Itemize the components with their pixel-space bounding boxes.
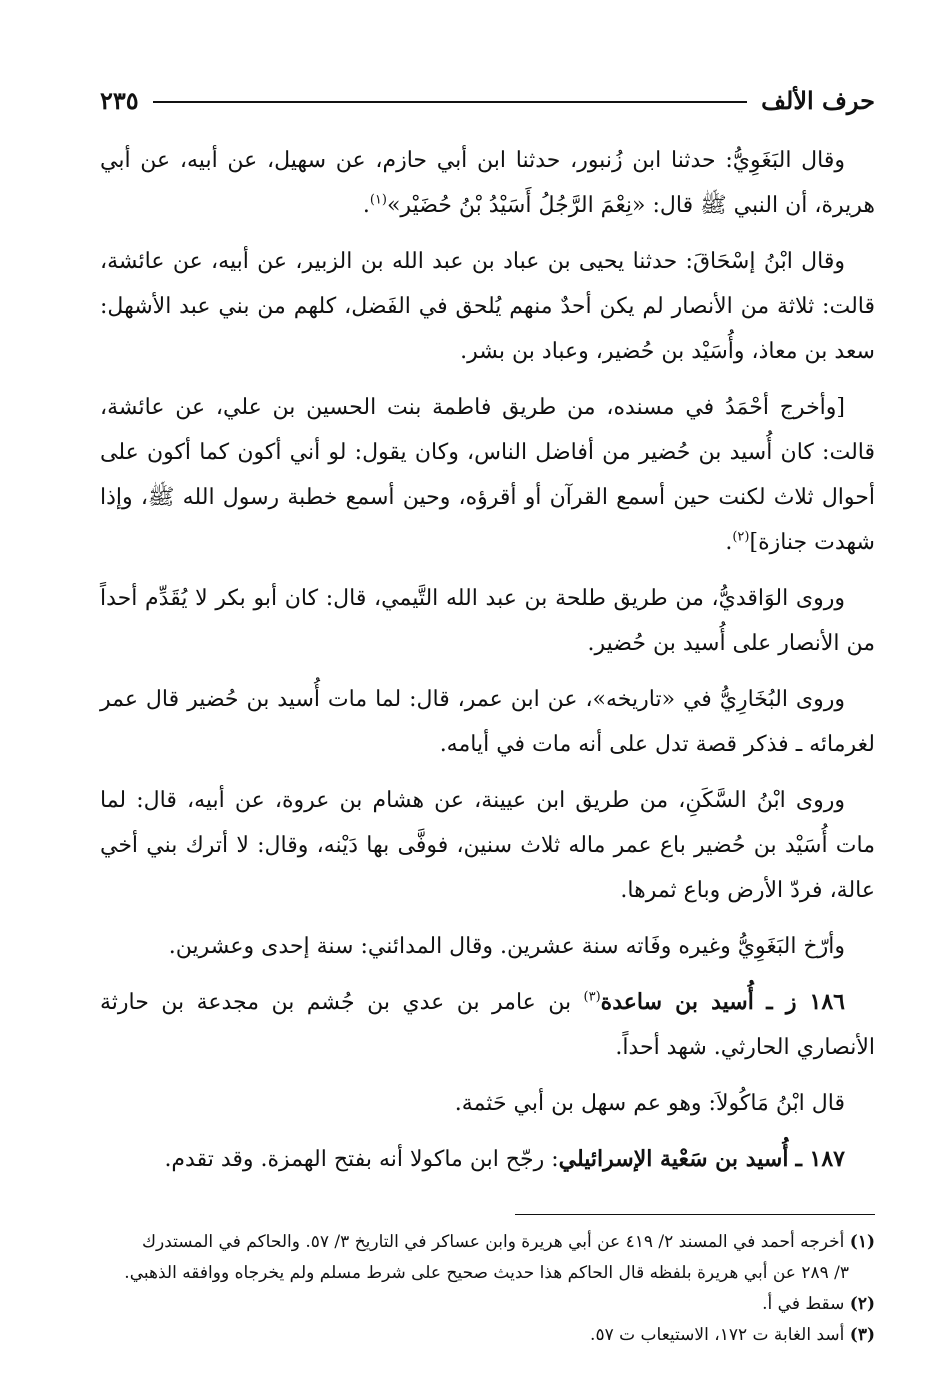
paragraph (100, 385, 875, 565)
footnote-1 (100, 1227, 875, 1258)
main-text (100, 138, 875, 1182)
footnote-ref: (١) (369, 192, 387, 208)
paragraph-end: . (362, 193, 370, 218)
paragraph-end: . (725, 530, 733, 555)
paragraph-text: [وأخرج أحْمَدُ في مسنده، من طريق فاطمة بنت الحسين بن علي، عن عائشة، قالت: كان أُسيد بن حُضير من أفاضل الناس، وكان يقول: لو أني أكون كما أكون على أحوال ثلاث لكنت حين أسمع القرآن أو أقرؤه، وحين أسمع خطبة رسول الله ﷺ، وإذا شهدت جنازة] (100, 395, 875, 555)
running-title: حرف الألف (761, 85, 875, 115)
entry-name: أُسيد بن ساعدة (600, 989, 754, 1015)
paragraph-text: وروى الوَاقديُّ، من طريق طلحة بن عبد الله التَّيمي، قال: كان أبو بكر لا يُقَدِّم أحداً من الأنصار على أُسيد بن حُضير. (100, 586, 875, 656)
footnote-text: أخرجه أحمد في المسند ٢/ ٤١٩ عن أبي هريرة وابن عساكر في التاريخ ٣/ ٥٧. والحاكم في المستدرك (141, 1232, 850, 1252)
footnote-label: (١) (849, 1232, 875, 1252)
note-line: قال ابْنُ مَاكُولاَ: وهو عم سهل بن أبي حَثمة. (454, 1091, 845, 1116)
header-rule (153, 101, 748, 103)
paragraph (100, 239, 875, 374)
page-header (100, 78, 875, 122)
footnote-2 (100, 1289, 875, 1320)
paragraph-text: وقال ابْنُ إسْحَاقَ: حدثنا يحيى بن عباد بن عبد الله بن الزبير، عن أبيه، عن عائشة، قالت: ثلاثة من الأنصار لم يكن أحدٌ منهم يُلحق في الفَضل، كلهم من بني عبد الأشهل: سعد بن معاذ، وأُسَيْد بن حُضير، وعباد بن بشر. (100, 249, 875, 364)
footnote-label: (٣) (849, 1325, 875, 1345)
paragraph-text: وروى ابْنُ السَّكَنِ، من طريق ابن عيينة، عن هشام بن عروة، عن أبيه، قال: لما مات أُسَيْد بن حُضير باع عمر ماله ثلاث سنين، فوفَّى بها دَيْنه، وقال: لا أترك بني أخي عالة، فردّ الأرض وباع ثمرها. (100, 788, 875, 903)
footnote-label: (٢) (849, 1294, 875, 1314)
footnote-text: سقط في أ. (762, 1294, 850, 1314)
paragraph (100, 924, 875, 969)
paragraph (100, 138, 875, 228)
paragraph-text: وأرّخ البَغَوِيُّ وغيره وفَاته سنة عشرين. وقال المدائني: سنة إحدى وعشرين. (168, 934, 845, 959)
paragraph-text: وقال البَغَوِيُّ: حدثنا ابن زُنبور، حدثنا ابن أبي حازم، عن سهيل، عن أبيه، عن أبي هريرة، أن النبي ﷺ قال: «نِعْمَ الرَّجُلُ أَسَيْدُ بْنُ حُضَيْر» (100, 148, 875, 218)
entry-number: ١٨٧ ـ (795, 1146, 845, 1172)
paragraph-text: وروى البُخَارِيُّ في «تاريخه»، عن ابن عمر، قال: لما مات أُسيد بن حُضير قال عمر لغرمائه ـ فذكر قصة تدل على أنه مات في أيامه. (100, 687, 875, 757)
paragraph (100, 576, 875, 666)
footnotes (100, 1227, 875, 1351)
page-number: ٢٣٥ (100, 85, 139, 115)
entry-text: بن عامر بن عدي بن جُشم بن مجدعة بن حارثة الأنصاري الحارثي. شهد أحداً. (100, 990, 875, 1060)
paragraph (100, 778, 875, 913)
footnote-ref: (٢) (732, 529, 750, 545)
footnote-ref: (٣) (583, 989, 601, 1005)
entry-186 (100, 980, 875, 1070)
footnote-3 (100, 1320, 875, 1351)
footnote-divider (515, 1214, 875, 1215)
entry-187 (100, 1137, 875, 1182)
footnote-text: أسد الغابة ت ١٧٢، الاستيعاب ت ٥٧. (590, 1325, 850, 1345)
entry-name: أُسيد بن سَعْية الإسرائيلي (558, 1146, 789, 1172)
paragraph (100, 677, 875, 767)
entry-number: ١٨٦ ز ـ (766, 989, 845, 1015)
footnote-1-continued: ٣/ ٢٨٩ عن أبي هريرة بلفظه قال الحاكم هذا حديث صحيح على شرط مسلم ولم يخرجاه ووافقه الذهبي. (124, 1263, 849, 1283)
entry-text: : رجّح ابن ماكولا أنه بفتح الهمزة. وقد تقدم. (164, 1147, 559, 1172)
